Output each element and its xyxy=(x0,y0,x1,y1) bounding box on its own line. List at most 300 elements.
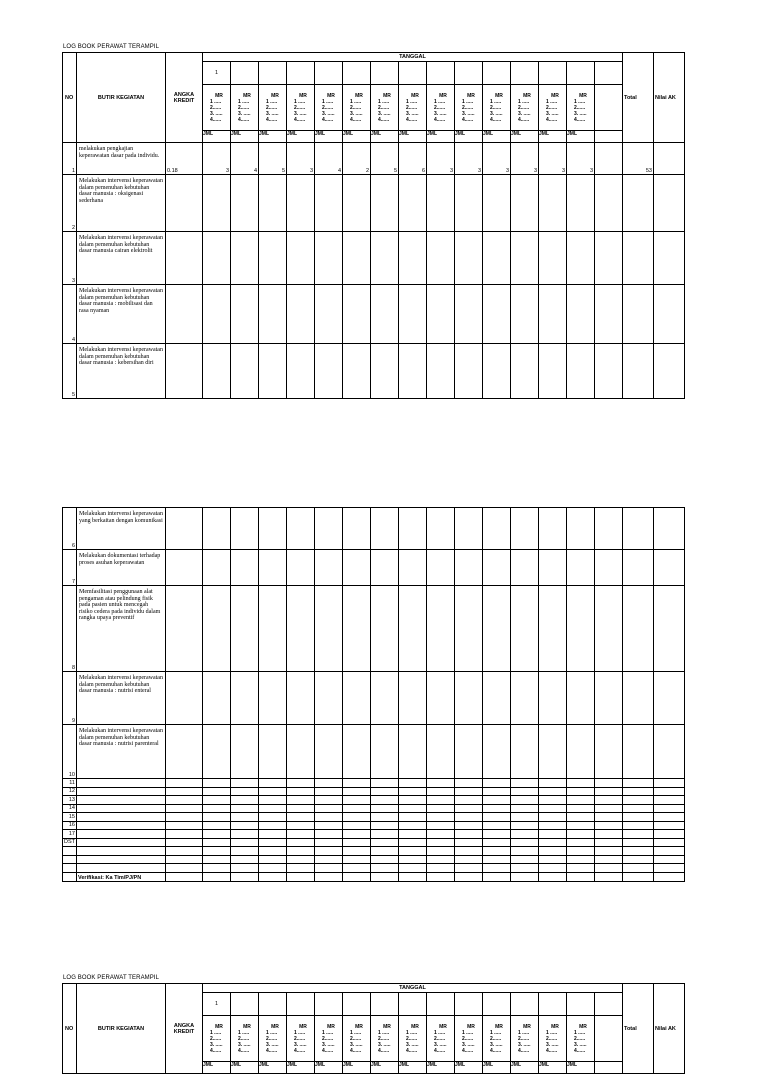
empty-cell xyxy=(371,855,399,864)
count-cell xyxy=(511,232,539,285)
count-cell xyxy=(455,550,483,586)
row-number: 9 xyxy=(63,672,77,725)
count-cell xyxy=(343,672,371,725)
empty-cell xyxy=(259,804,287,813)
empty-cell xyxy=(231,804,259,813)
total-value xyxy=(623,550,654,586)
mr-line: 4...... xyxy=(350,1047,362,1054)
nilai-ak-value xyxy=(654,508,685,550)
mr-line: 3. ..... xyxy=(574,1041,587,1048)
mr-line: 4...... xyxy=(406,1047,418,1054)
empty-cell xyxy=(595,864,623,873)
mr-line: 3. ..... xyxy=(294,1041,307,1048)
empty-cell xyxy=(483,779,511,788)
total-value xyxy=(623,508,654,550)
empty-cell xyxy=(483,838,511,847)
count-cell xyxy=(259,725,287,779)
empty-cell xyxy=(399,847,427,856)
day-number: 1 xyxy=(203,993,231,1016)
empty-cell xyxy=(623,838,654,847)
empty-cell xyxy=(455,787,483,796)
mr-line: 3. ..... xyxy=(266,1041,279,1048)
mr-block xyxy=(343,85,371,131)
empty-cell xyxy=(203,821,231,830)
mr-line: 4...... xyxy=(462,1047,474,1054)
count-cell xyxy=(567,344,595,399)
count-cell xyxy=(231,672,259,725)
mr-line: 3. ..... xyxy=(546,1041,559,1048)
count-cell xyxy=(427,725,455,779)
count-cell xyxy=(259,344,287,399)
mr-list xyxy=(539,93,566,123)
jml-label: JML xyxy=(399,1062,427,1074)
empty-cell xyxy=(315,855,343,864)
day-cell xyxy=(427,993,455,1016)
total-value xyxy=(623,232,654,285)
mr-heading: MR xyxy=(467,1023,475,1030)
col-header-total: Total xyxy=(623,984,654,1074)
nilai-ak-value xyxy=(654,143,685,175)
empty-cell xyxy=(511,804,539,813)
count-value: 3 xyxy=(567,143,595,175)
empty-cell xyxy=(539,813,567,822)
empty-cell xyxy=(287,813,315,822)
empty-cell xyxy=(315,804,343,813)
empty-cell xyxy=(259,864,287,873)
count-cell xyxy=(539,232,567,285)
mr-line: 4...... xyxy=(378,1047,390,1054)
mr-line: 4...... xyxy=(378,116,390,123)
empty-cell xyxy=(623,813,654,822)
empty-cell xyxy=(315,830,343,839)
mr-heading: MR xyxy=(495,1023,503,1030)
mr-line: 2...... xyxy=(518,1035,530,1042)
count-cell xyxy=(511,285,539,344)
row-number xyxy=(63,855,77,864)
empty-cell xyxy=(427,855,455,864)
count-cell xyxy=(595,285,623,344)
angka-kredit-value xyxy=(166,175,203,232)
mr-block xyxy=(595,85,623,131)
mr-line: 4...... xyxy=(238,1047,250,1054)
angka-kredit-value xyxy=(166,550,203,586)
count-cell xyxy=(483,672,511,725)
count-value: 3 xyxy=(455,143,483,175)
row-number: 10 xyxy=(63,725,77,779)
count-cell xyxy=(427,285,455,344)
empty-cell xyxy=(483,864,511,873)
jml-label: JML xyxy=(567,131,595,143)
mr-line: 1 ..... xyxy=(518,98,530,105)
activity-row xyxy=(63,725,685,779)
mr-line: 1 ..... xyxy=(490,98,502,105)
day-cell xyxy=(511,62,539,85)
mr-line: 1 ..... xyxy=(434,1029,446,1036)
col-header-angka-line2: KREDIT xyxy=(173,1028,195,1035)
empty-cell xyxy=(539,779,567,788)
empty-cell xyxy=(483,787,511,796)
mr-line: 2...... xyxy=(490,1035,502,1042)
row-number: 2 xyxy=(63,175,77,232)
mr-line: 1 ..... xyxy=(546,1029,558,1036)
empty-cell xyxy=(343,787,371,796)
mr-heading: MR xyxy=(355,92,363,99)
row-number: 16 xyxy=(63,821,77,830)
nilai-ak-value xyxy=(654,550,685,586)
mr-line: 3. ..... xyxy=(434,1041,447,1048)
count-cell xyxy=(539,672,567,725)
mr-line: 2...... xyxy=(574,104,586,111)
empty-cell xyxy=(259,779,287,788)
count-cell xyxy=(483,344,511,399)
mr-line: 4...... xyxy=(490,1047,502,1054)
empty-cell xyxy=(259,872,287,881)
count-cell xyxy=(427,550,455,586)
logbook-table xyxy=(62,52,685,399)
empty-cell xyxy=(77,855,166,864)
count-value: 3 xyxy=(203,143,231,175)
count-cell xyxy=(371,232,399,285)
nilai-ak-value xyxy=(654,672,685,725)
row-number: 3 xyxy=(63,232,77,285)
mr-list xyxy=(567,1024,594,1054)
mr-line: 1 ..... xyxy=(210,98,222,105)
empty-cell xyxy=(511,813,539,822)
total-value: 53 xyxy=(623,143,654,175)
empty-cell xyxy=(511,855,539,864)
mr-line: 4...... xyxy=(210,116,222,123)
count-cell xyxy=(343,508,371,550)
jml-label: JML xyxy=(259,1062,287,1074)
empty-cell xyxy=(654,864,685,873)
empty-cell xyxy=(166,855,203,864)
butir-kegiatan-text: Memfasilitasi penggunaan alat pengaman atau pelindung fisik pada pasien untuk mencegah risiko cedera pada individu dalam rangka upaya preventif xyxy=(77,586,166,672)
empty-cell xyxy=(166,804,203,813)
empty-cell xyxy=(427,847,455,856)
mr-list xyxy=(259,93,286,123)
empty-cell xyxy=(371,872,399,881)
mr-list xyxy=(483,93,510,123)
row-number: 14 xyxy=(63,804,77,813)
mr-line: 4...... xyxy=(266,116,278,123)
count-cell xyxy=(315,586,343,672)
mr-line: 3. ..... xyxy=(546,110,559,117)
empty-cell xyxy=(567,838,595,847)
count-cell xyxy=(231,508,259,550)
total-value xyxy=(623,344,654,399)
empty-cell xyxy=(483,830,511,839)
count-cell xyxy=(203,725,231,779)
empty-cell xyxy=(511,847,539,856)
day-cell xyxy=(483,62,511,85)
empty-cell xyxy=(343,872,371,881)
mr-line: 2...... xyxy=(210,1035,222,1042)
empty-cell xyxy=(343,847,371,856)
count-cell xyxy=(315,550,343,586)
count-cell xyxy=(259,175,287,232)
mr-list xyxy=(399,93,426,123)
day-cell xyxy=(511,993,539,1016)
col-header-angka-line2: KREDIT xyxy=(173,97,195,104)
mr-block xyxy=(259,1016,287,1062)
count-cell xyxy=(231,550,259,586)
count-value: 5 xyxy=(259,143,287,175)
mr-list xyxy=(203,93,230,123)
col-header-butir-kegiatan: BUTIR KEGIATAN xyxy=(77,984,166,1074)
mr-heading: MR xyxy=(299,1023,307,1030)
blank-row xyxy=(63,855,685,864)
count-cell xyxy=(315,232,343,285)
empty-cell xyxy=(427,830,455,839)
empty-cell xyxy=(231,838,259,847)
empty-cell xyxy=(203,838,231,847)
row-number: 1 xyxy=(63,143,77,175)
mr-line: 4...... xyxy=(462,116,474,123)
mr-line: 4...... xyxy=(238,116,250,123)
mr-heading: MR xyxy=(271,1023,279,1030)
empty-cell xyxy=(399,855,427,864)
mr-line: 2...... xyxy=(518,104,530,111)
row-number: 7 xyxy=(63,550,77,586)
empty-cell xyxy=(287,872,315,881)
mr-heading: MR xyxy=(467,92,475,99)
mr-block xyxy=(371,1016,399,1062)
empty-cell xyxy=(511,864,539,873)
mr-list xyxy=(315,1024,342,1054)
empty-cell xyxy=(539,830,567,839)
mr-heading: MR xyxy=(383,1023,391,1030)
header-row-tanggal xyxy=(63,53,685,62)
empty-cell xyxy=(595,796,623,805)
numbered-row xyxy=(63,787,685,796)
logbook-table-page2 xyxy=(62,983,685,1074)
empty-cell xyxy=(567,847,595,856)
col-header-no-label: NO xyxy=(65,1025,74,1032)
count-cell xyxy=(567,672,595,725)
empty-cell xyxy=(77,804,166,813)
mr-line: 1 ..... xyxy=(322,1029,334,1036)
mr-line: 1 ..... xyxy=(350,1029,362,1036)
count-cell xyxy=(343,344,371,399)
empty-cell xyxy=(371,804,399,813)
empty-cell xyxy=(287,864,315,873)
empty-cell xyxy=(77,821,166,830)
day-cell xyxy=(371,993,399,1016)
count-cell xyxy=(371,586,399,672)
row-number xyxy=(63,847,77,856)
mr-block xyxy=(399,85,427,131)
count-value: 3 xyxy=(483,143,511,175)
activity-row xyxy=(63,344,685,399)
mr-heading: MR xyxy=(327,92,335,99)
count-cell xyxy=(483,175,511,232)
empty-cell xyxy=(287,838,315,847)
empty-cell xyxy=(455,864,483,873)
mr-list xyxy=(483,1024,510,1054)
mr-line: 2...... xyxy=(462,104,474,111)
count-cell xyxy=(567,285,595,344)
empty-cell xyxy=(595,779,623,788)
count-cell xyxy=(287,344,315,399)
empty-cell xyxy=(287,847,315,856)
empty-cell xyxy=(203,813,231,822)
empty-cell xyxy=(483,804,511,813)
mr-line: 2...... xyxy=(350,104,362,111)
count-cell xyxy=(567,508,595,550)
empty-cell xyxy=(654,813,685,822)
mr-line: 2...... xyxy=(322,104,334,111)
jml-label: JML xyxy=(203,1062,231,1074)
jml-label: JML xyxy=(511,131,539,143)
empty-cell xyxy=(371,821,399,830)
day-cell xyxy=(399,993,427,1016)
count-value: 3 xyxy=(427,143,455,175)
empty-cell xyxy=(287,787,315,796)
angka-kredit-value xyxy=(166,672,203,725)
empty-cell xyxy=(77,864,166,873)
day-cell xyxy=(287,62,315,85)
count-cell xyxy=(455,586,483,672)
day-cell xyxy=(455,993,483,1016)
mr-list xyxy=(343,1024,370,1054)
mr-line: 1 ..... xyxy=(294,1029,306,1036)
empty-cell xyxy=(343,830,371,839)
empty-cell xyxy=(343,864,371,873)
mr-heading: MR xyxy=(355,1023,363,1030)
empty-cell xyxy=(77,787,166,796)
count-cell xyxy=(511,672,539,725)
jml-label: JML xyxy=(427,131,455,143)
mr-line: 1 ..... xyxy=(406,98,418,105)
empty-cell xyxy=(654,872,685,881)
col-header-angka-kredit xyxy=(166,53,203,143)
empty-cell xyxy=(231,864,259,873)
butir-kegiatan-text: Melakukan intervensi keperawatan dalam pemenuhan kebutuhan dasar manusia : oksigenasi sederhana xyxy=(77,175,166,232)
count-value: 3 xyxy=(511,143,539,175)
empty-cell xyxy=(427,796,455,805)
count-cell xyxy=(539,285,567,344)
mr-line: 2...... xyxy=(434,104,446,111)
empty-cell xyxy=(166,821,203,830)
activity-row xyxy=(63,285,685,344)
mr-line: 3. ..... xyxy=(490,1041,503,1048)
col-header-no-label: NO xyxy=(65,94,74,101)
mr-line: 2...... xyxy=(406,1035,418,1042)
day-cell xyxy=(483,993,511,1016)
count-cell xyxy=(343,285,371,344)
mr-line: 3. ..... xyxy=(322,110,335,117)
empty-cell xyxy=(203,864,231,873)
mr-list xyxy=(371,1024,398,1054)
mr-line: 3. ..... xyxy=(462,110,475,117)
mr-line: 4...... xyxy=(574,116,586,123)
mr-heading: MR xyxy=(439,1023,447,1030)
count-cell xyxy=(539,586,567,672)
activity-row xyxy=(63,232,685,285)
activity-row xyxy=(63,672,685,725)
mr-line: 3. ..... xyxy=(210,1041,223,1048)
mr-line: 4...... xyxy=(518,116,530,123)
empty-cell xyxy=(483,847,511,856)
empty-cell xyxy=(203,787,231,796)
jml-cell xyxy=(595,1062,623,1074)
day-cell xyxy=(287,993,315,1016)
empty-cell xyxy=(511,838,539,847)
empty-cell xyxy=(203,855,231,864)
empty-cell xyxy=(427,838,455,847)
empty-cell xyxy=(483,855,511,864)
logbook-table-continued xyxy=(62,507,685,882)
nilai-ak-value xyxy=(654,586,685,672)
day-cell xyxy=(259,62,287,85)
empty-cell xyxy=(654,787,685,796)
empty-cell xyxy=(166,787,203,796)
count-cell xyxy=(371,285,399,344)
mr-list xyxy=(567,93,594,123)
empty-cell xyxy=(399,821,427,830)
empty-cell xyxy=(166,872,203,881)
mr-line: 3. ..... xyxy=(294,110,307,117)
empty-cell xyxy=(455,830,483,839)
mr-line: 4...... xyxy=(322,1047,334,1054)
total-value xyxy=(623,285,654,344)
empty-cell xyxy=(427,821,455,830)
mr-heading: MR xyxy=(579,92,587,99)
butir-kegiatan-text: Melakukan intervensi keperawatan dalam pemenuhan kebutuhan dasar manusia : kebersihan diri xyxy=(77,344,166,399)
mr-line: 3. ..... xyxy=(378,110,391,117)
blank-row xyxy=(63,864,685,873)
count-cell xyxy=(259,508,287,550)
mr-heading: MR xyxy=(215,1023,223,1030)
empty-cell xyxy=(427,804,455,813)
empty-cell xyxy=(315,872,343,881)
mr-list xyxy=(231,1024,258,1054)
day-cell xyxy=(539,62,567,85)
count-cell xyxy=(483,285,511,344)
count-cell xyxy=(455,175,483,232)
count-cell xyxy=(371,550,399,586)
jml-label: JML xyxy=(259,131,287,143)
empty-cell xyxy=(654,796,685,805)
count-cell xyxy=(259,232,287,285)
jml-label: JML xyxy=(371,1062,399,1074)
mr-line: 1 ..... xyxy=(266,98,278,105)
butir-kegiatan-text: Melakukan intervensi keperawatan yang berkaitan dengan komunikasi xyxy=(77,508,166,550)
mr-line: 4...... xyxy=(406,116,418,123)
count-cell xyxy=(483,725,511,779)
empty-cell xyxy=(623,855,654,864)
angka-kredit-value xyxy=(166,725,203,779)
angka-kredit-value xyxy=(166,344,203,399)
count-cell xyxy=(231,285,259,344)
col-header-total: Total xyxy=(623,53,654,143)
mr-heading: MR xyxy=(495,92,503,99)
empty-cell xyxy=(595,872,623,881)
empty-cell xyxy=(595,787,623,796)
total-value xyxy=(623,725,654,779)
mr-list xyxy=(427,93,454,123)
empty-cell xyxy=(455,779,483,788)
mr-list xyxy=(455,1024,482,1054)
empty-cell xyxy=(287,830,315,839)
mr-line: 2...... xyxy=(350,1035,362,1042)
empty-cell xyxy=(654,804,685,813)
count-cell xyxy=(259,586,287,672)
empty-cell xyxy=(455,872,483,881)
mr-list xyxy=(287,93,314,123)
mr-block xyxy=(567,85,595,131)
day-cell xyxy=(595,993,623,1016)
